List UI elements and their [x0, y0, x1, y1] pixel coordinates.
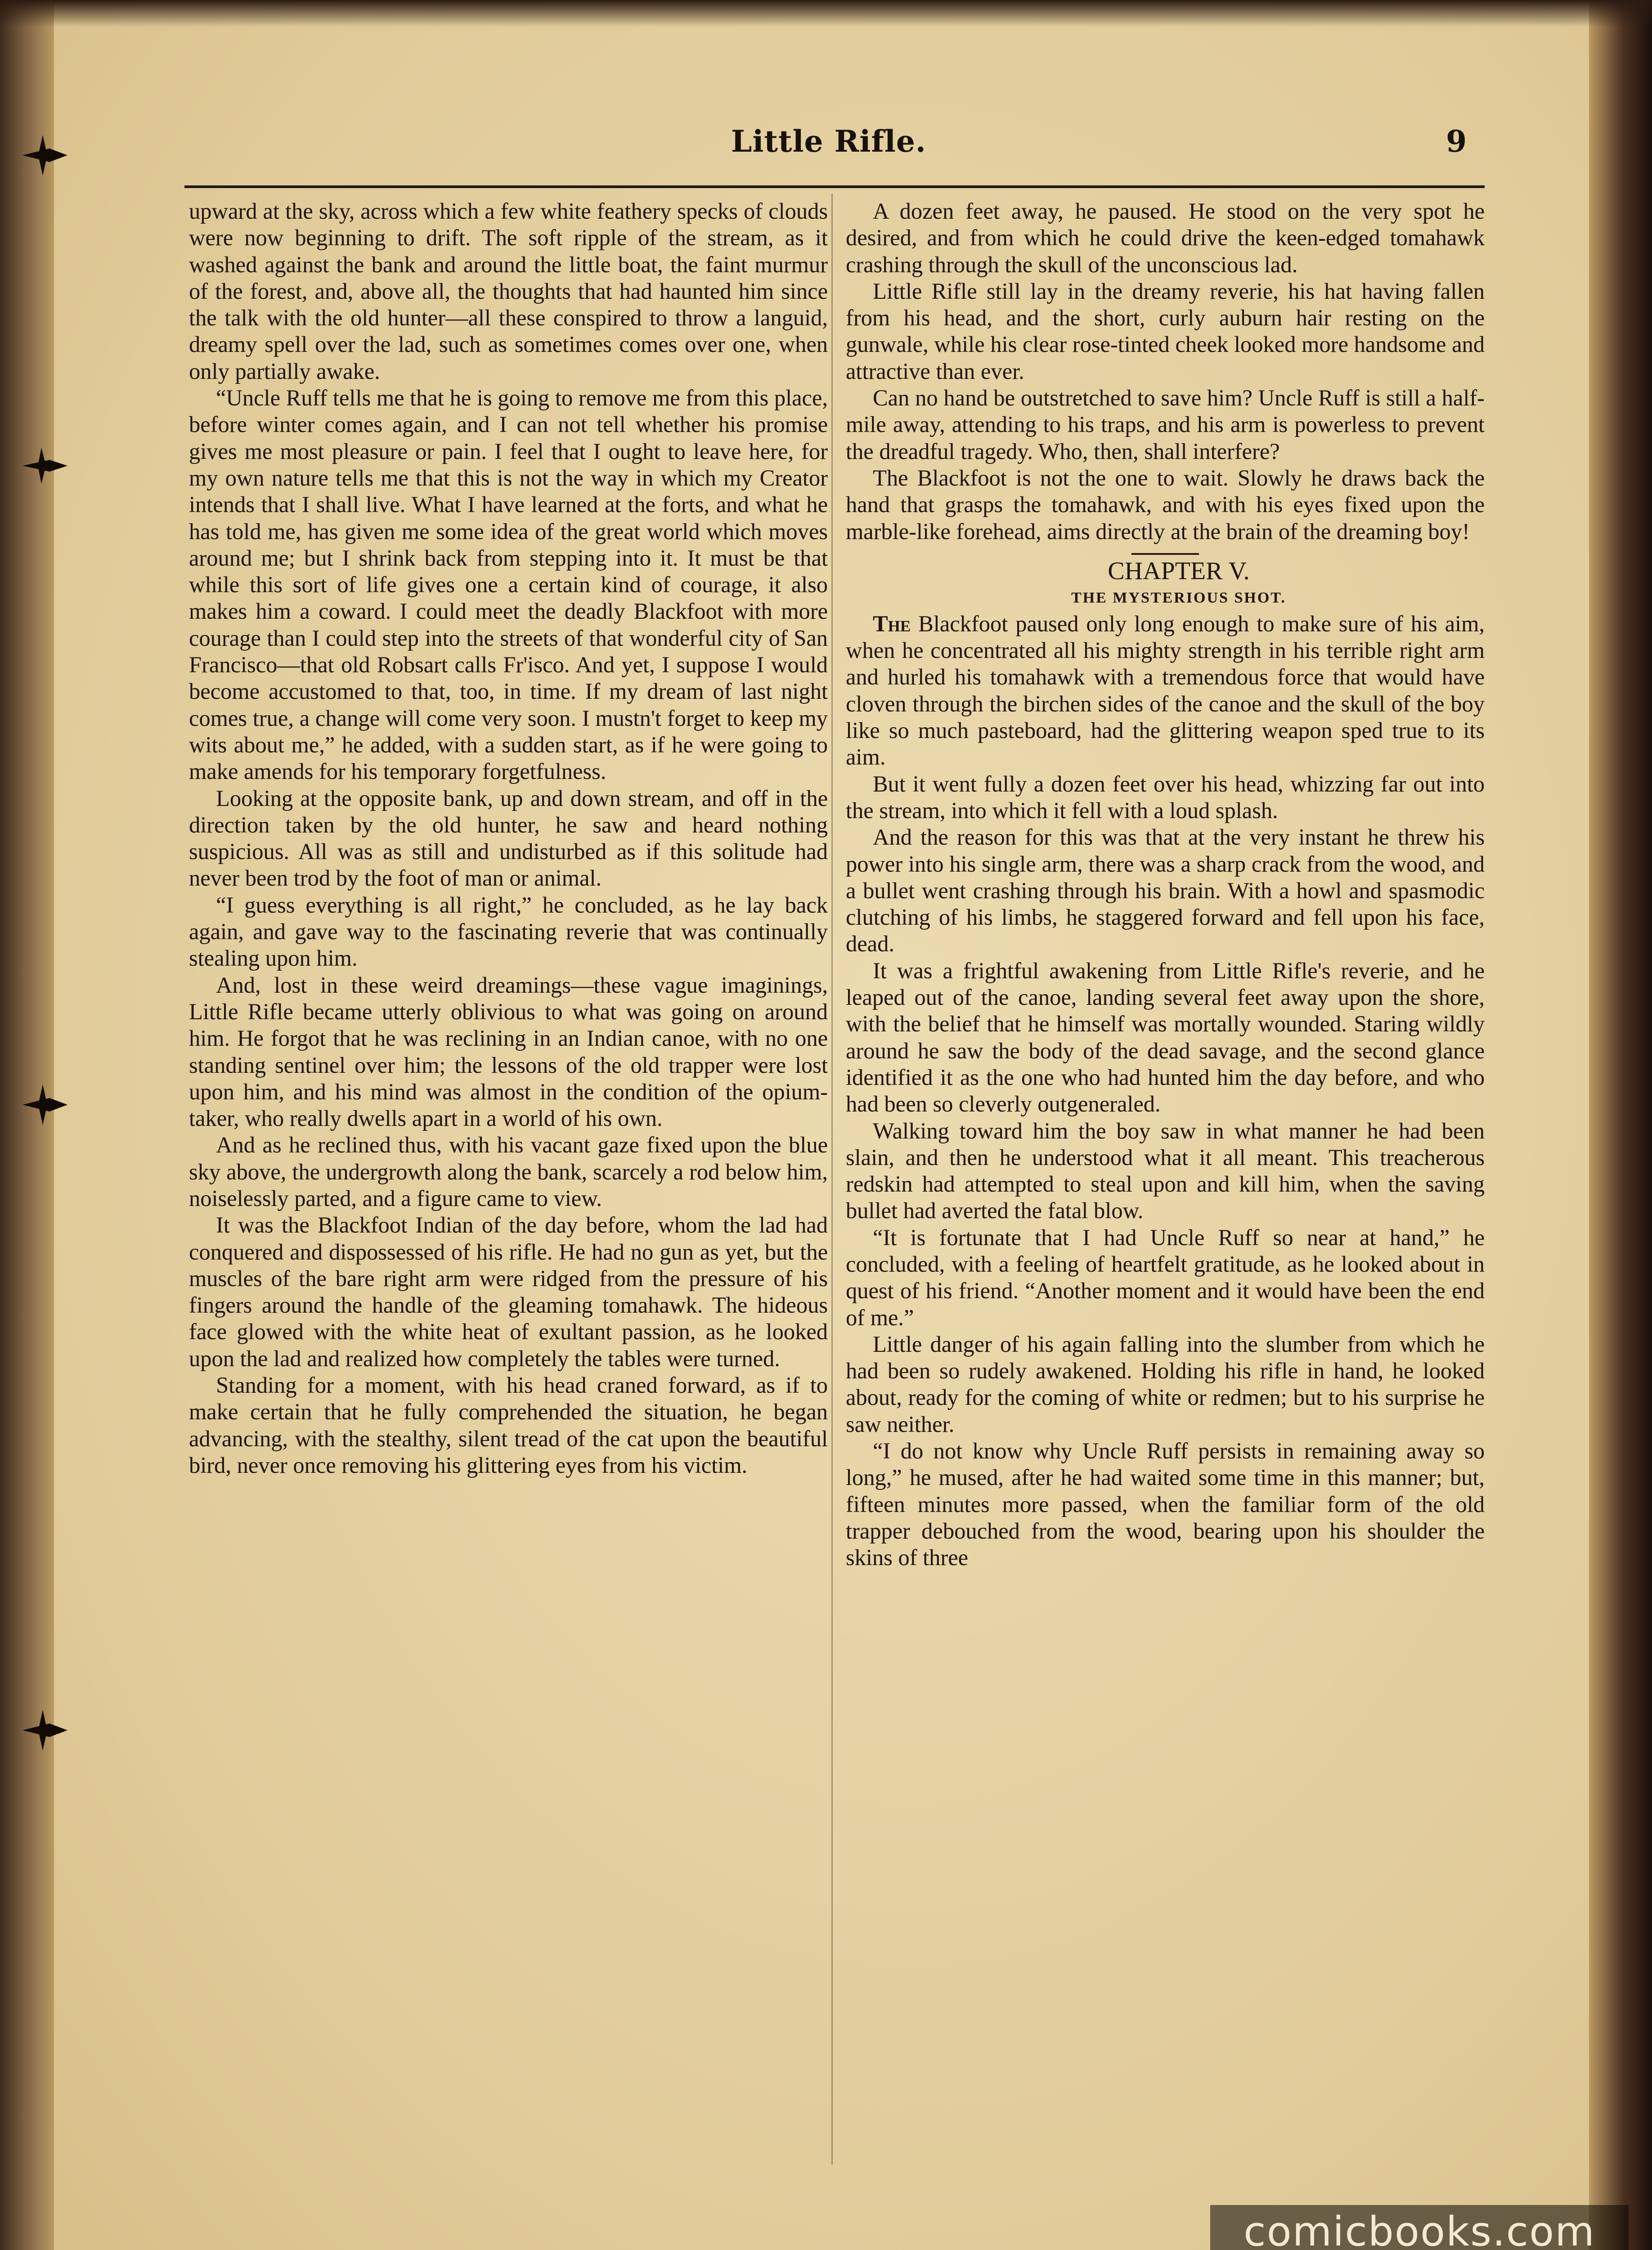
running-title: Little Rifle. — [731, 124, 926, 159]
paragraph: It was a frightful awakening from Little Rifle's reverie, and he leaped out of the canoe, landing several feet away upon the shore, with the belief that he himself was mortally wounded. Staring wildly around he saw the body of the dead savage, and the second glance identified it as the one who had hunted him the day before, and who had been so cleverly outgeneraled. — [846, 958, 1485, 1117]
header-rule — [184, 185, 1485, 188]
chapter-first-paragraph-text: Blackfoot paused only long enough to make sure of his aim, when he concentrated all his mighty strength in his terrible right arm and hurled his tomahawk with a tremendous force that would have cloven through the birchen sides of the canoe and the skull of the boy like so much pasteboard, had the glittering weapon sped true to its aim. — [846, 611, 1485, 770]
page-right-edge — [1589, 0, 1652, 2250]
chapter-subtitle: THE MYSTERIOUS SHOT. — [1071, 589, 1286, 606]
binding-stitch-icon — [18, 130, 72, 180]
paragraph: “I do not know why Uncle Ruff persists in remaining away so long,” he mused, after he had waited some time in this manner; but, fifteen minutes more passed, when the familiar form of the old trapper debouched from the wood, bearing upon his shoulder the skins of three — [846, 1438, 1485, 1570]
paragraph: “Uncle Ruff tells me that he is going to remove me from this place, before winter comes again, and I can not tell whether his promise gives me most pleasure or pain. I feel that I ought to leave here, for my own nature tells me that this is not the way in which my Creator intends that I shall live. What I have learned at the forts, and what he has told me, has given me some idea of the great world which moves around me; but I shrink back from stepping into it. It must be that while this sort of life gives one a certain kind of courage, it also makes him a coward. I could meet the deadly Blackfoot with more courage than I could step into the streets of that wonderful city of San Francisco—that old Robsart calls Fr'isco. And yet, I suppose I would become accustomed to that, too, in time. If my dream of last night comes true, a change will come very soon. I mustn't forget to keep my wits about me,” he added, with a sudden start, as if he were going to make amends for his temporary forgetfulness. — [189, 385, 828, 784]
paragraph: upward at the sky, across which a few white feathery specks of clouds were now beginning to drift. The soft ripple of the stream, as it washed against the bank and around the little boat, the faint murmur of the forest, and, above all, the thoughts that had haunted him since the talk with the old hunter—all these conspired to throw a languid, dreamy spell over the lad, such as sometimes comes over one, when only partially awake. — [189, 198, 828, 384]
right-column — [846, 198, 1485, 2178]
paragraph: “I guess everything is all right,” he concluded, as he lay back again, and gave way to the fascinating reverie that was continually stealing upon him. — [189, 892, 828, 971]
paragraph: “It is fortunate that I had Uncle Ruff so near at hand,” he concluded, with a feeling of heartfelt gratitude, as he looked about in quest of his friend. “Another moment and it would have been the end of me.” — [846, 1224, 1485, 1330]
paragraph: Walking toward him the boy saw in what manner he had been slain, and then he understood what it all meant. This treacherous redskin had attempted to steal upon and kill him, when the saving bullet had averted the fatal blow. — [846, 1118, 1485, 1224]
chapter-heading: CHAPTER V. — [1108, 557, 1250, 585]
paragraph: A dozen feet away, he paused. He stood on the very spot he desired, and from which he could drive the keen-edged tomahawk crashing through the skull of the unconscious lad. — [846, 198, 1485, 277]
paragraph: Standing for a moment, with his head craned forward, as if to make certain that he fully comprehended the situation, he began advancing, with the stealthy, silent tread of the cat upon the beautiful bird, never once removing his glittering eyes from his victim. — [189, 1372, 828, 1478]
chapter-lead-word: The — [873, 611, 911, 636]
paragraph: Looking at the opposite bank, up and down stream, and off in the direction taken by the old hunter, he saw and heard nothing suspicious. All was as still and undisturbed as if this solitude had never been trod by the foot of man or animal. — [189, 785, 828, 891]
binding-stitch-icon — [18, 1080, 72, 1130]
paragraph: It was the Blackfoot Indian of the day before, whom the lad had conquered and dispossessed of his rifle. He had no gun as yet, but the muscles of the bare right arm were ridged from the pressure of his fingers around the handle of the gleaming tomahawk. The hideous face glowed with the white heat of exultant passion, as he looked upon the lad and realized how completely the tables were turned. — [189, 1212, 828, 1371]
paragraph: And the reason for this was that at the very instant he threw his power into his single arm, there was a sharp crack from the wood, and a bullet went crashing through his brain. With a howl and spasmodic clutching of his limbs, he staggered forward and fell upon his face, dead. — [846, 824, 1485, 957]
page-number: 9 — [1446, 124, 1467, 159]
left-column — [189, 198, 828, 2178]
paragraph: But it went fully a dozen feet over his head, whizzing far out into the stream, into which it fell with a loud splash. — [846, 771, 1485, 823]
site-watermark: comicbooks.com — [1210, 2205, 1629, 2250]
chapter-rule — [1131, 553, 1199, 555]
chapter-first-paragraph — [846, 611, 1485, 771]
column-divider — [831, 194, 833, 2164]
running-header — [184, 122, 1476, 171]
paragraph: Can no hand be outstretched to save him? Uncle Ruff is still a half-mile away, attending to his traps, and his arm is powerless to prevent the dreadful tragedy. Who, then, shall interfere? — [846, 385, 1485, 464]
page-top-edge — [0, 0, 1652, 27]
binding-stitch-icon — [18, 1706, 72, 1755]
paragraph: The Blackfoot is not the one to wait. Slowly he draws back the hand that grasps the tomahawk, and with his eyes fixed upon the marble-like forehead, aims directly at the brain of the dreaming boy! — [846, 465, 1485, 544]
paragraph: And as he reclined thus, with his vacant gaze fixed upon the blue sky above, the undergrowth along the bank, scarcely a rod below him, noiselessly parted, and a figure came to view. — [189, 1132, 828, 1211]
paragraph: And, lost in these weird dreamings—these vague imaginings, Little Rifle became utterly oblivious to what was going on around him. He forgot that he was reclining in an Indian canoe, with no one standing sentinel over him; the lessons of the old trapper were lost upon him, and his mind was almost in the condition of the opium-taker, who really dwells apart in a world of his own. — [189, 972, 828, 1131]
paragraph: Little danger of his again falling into the slumber from which he had been so rudely awakened. Holding his rifle in hand, he looked about, ready for the coming of white or redmen; but to his surprise he saw neither. — [846, 1331, 1485, 1437]
paragraph: Little Rifle still lay in the dreamy reverie, his hat having fallen from his head, and the short, curly auburn hair resting on the gunwale, while his clear rose-tinted cheek looked more handsome and attractive than ever. — [846, 278, 1485, 384]
binding-stitch-icon — [18, 441, 72, 490]
